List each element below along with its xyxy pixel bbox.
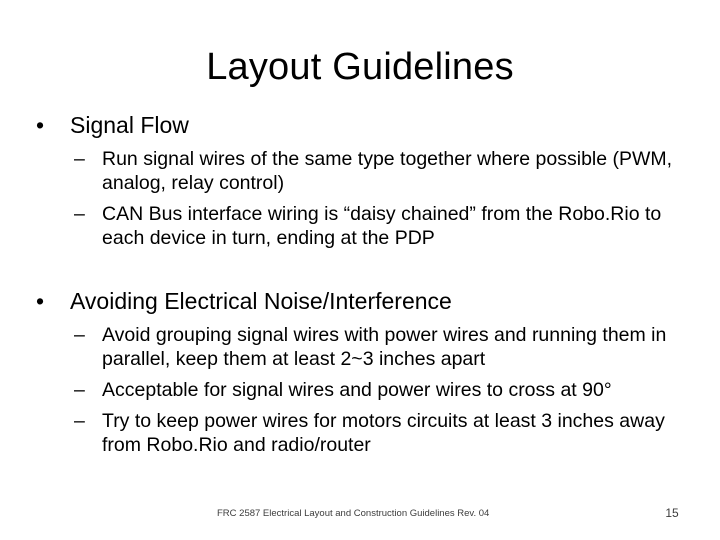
slide-title: Layout Guidelines	[206, 46, 514, 88]
bullet-marker: •	[36, 112, 45, 138]
sub-bullet-marker: –	[74, 148, 85, 170]
sub-bullet-text: Acceptable for signal wires and power wires to cross at 90°	[102, 379, 612, 401]
bullet-item	[36, 111, 696, 139]
page-number: 15	[665, 506, 679, 520]
sub-bullet-text: Try to keep power wires for motors circuits at least 3 inches away from Robo.Rio and radio/router	[102, 410, 665, 456]
sub-bullet-marker: –	[74, 324, 85, 346]
sub-bullet-list	[36, 147, 696, 250]
sub-bullet-text: Avoid grouping signal wires with power wires and running them in parallel, keep them at least 2~3 inches apart	[102, 324, 667, 370]
sub-bullet-list	[36, 323, 696, 457]
bullet-text: Avoiding Electrical Noise/Interference	[70, 288, 452, 314]
sub-bullet-item	[74, 409, 696, 457]
bullet-section-signal-flow	[36, 111, 696, 257]
sub-bullet-item	[74, 378, 696, 402]
sub-bullet-marker: –	[74, 203, 85, 225]
bullet-text: Signal Flow	[70, 112, 189, 138]
sub-bullet-marker: –	[74, 379, 85, 401]
sub-bullet-text: CAN Bus interface wiring is “daisy chained” from the Robo.Rio to each device in turn, ending at the PDP	[102, 203, 662, 249]
bullet-item	[36, 287, 696, 315]
slide-footer: FRC 2587 Electrical Layout and Construction Guidelines Rev. 04	[217, 508, 490, 519]
sub-bullet-item	[74, 323, 696, 371]
sub-bullet-text: Run signal wires of the same type together where possible (PWM, analog, relay control)	[102, 148, 673, 194]
sub-bullet-marker: –	[74, 410, 85, 432]
sub-bullet-item	[74, 147, 696, 195]
sub-bullet-item	[74, 202, 696, 250]
bullet-marker: •	[36, 288, 45, 314]
bullet-section-electrical-noise	[36, 287, 696, 464]
